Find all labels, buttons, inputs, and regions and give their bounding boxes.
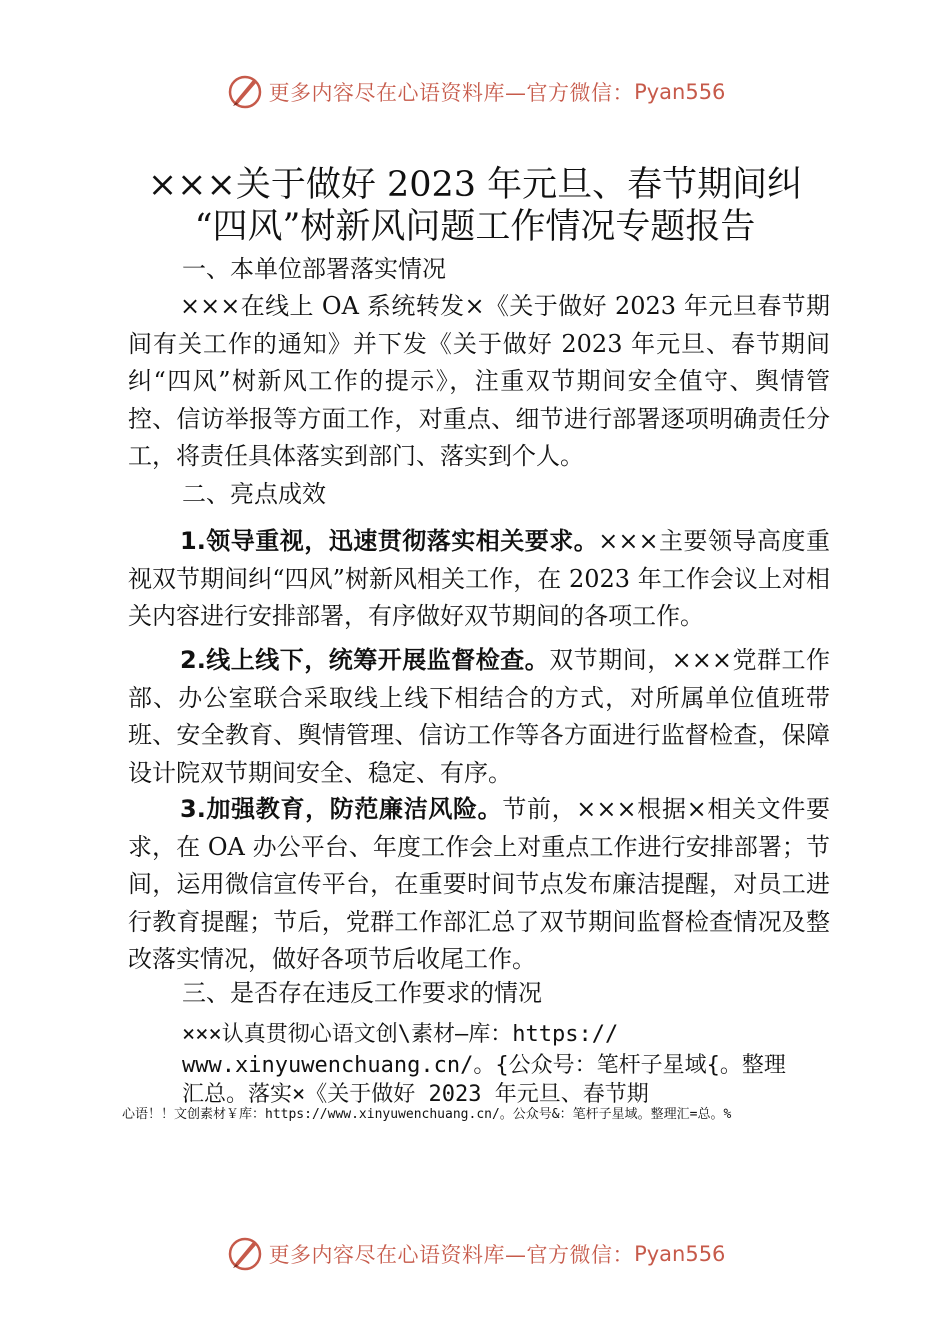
section-1-heading: 一、本单位部署落实情况: [182, 255, 446, 283]
highlight-paragraph-1: [128, 523, 830, 636]
footer-banner: [0, 1234, 950, 1274]
highlight-paragraph-3: [128, 791, 830, 979]
section-3-line-2: www.xinyuwenchuang.cn/。{公众号：笔杆子星域{。整理: [182, 1053, 786, 1078]
quill-pen-logo-icon: [225, 72, 265, 112]
highlight-1-lead: 1.领导重视，迅速贯彻落实相关要求。: [180, 527, 599, 555]
banner-wechat-id: Pyan556: [634, 80, 726, 104]
footnote-watermark-text: 心语！！文创素材￥库：https://www.xinyuwenchuang.cn/。公众号&：笔杆子星域。整理汇=总。%: [122, 1107, 732, 1122]
highlight-2-body: 双节期间，×××党群工作部、办公室联合采取线上线下相结合的方式，对所属单位值班带班、安全教育、舆情管理、信访工作等各方面进行监督检查，保障设计院双节期间安全、稳定、有序。: [128, 646, 830, 787]
highlight-3-body: 节前，×××根据×相关文件要求，在 OA 办公平台、年度工作会上对重点工作进行安排部署；节间，运用微信宣传平台，在重要时间节点发布廉洁提醒，对员工进行教育提醒；节后，党群工作部汇总了双节期间监督检查情况及整改落实情况，做好各项节后收尾工作。: [128, 795, 830, 973]
header-banner: [0, 72, 950, 112]
section-3-line-1: ×××认真贯彻心语文创\素材—库：https://: [182, 1022, 619, 1047]
highlight-paragraph-2: [128, 642, 830, 792]
highlight-1-body: ×××主要领导高度重视双节期间纠“四风”树新风相关工作，在 2023 年工作会议上对相关内容进行安排部署，有序做好双节期间的各项工作。: [128, 527, 831, 630]
section-3-heading: 三、是否存在违反工作要求的情况: [182, 979, 542, 1007]
banner-text: 更多内容尽在心语资料库—官方微信：: [268, 81, 635, 105]
section-3-line-3: 汇总。落实×《关于做好 2023 年元旦、春节期: [182, 1082, 649, 1107]
document-title-line-2: “四风”树新风问题工作情况专题报告: [194, 207, 756, 247]
highlight-2-lead: 2.线上线下，统筹开展监督检查。: [180, 646, 550, 674]
section-1-paragraph: ×××在线上 OA 系统转发×《关于做好 2023 年元旦春节期间有关工作的通知》并下发《关于做好 2023 年元旦、春节期间纠“四风”树新风工作的提示》，注重双节期间安全值守、舆情管控、信访举报等方面工作，对重点、细节进行部署逐项明确责任分工，将责任具体落实到部门、落实到个人。: [128, 292, 830, 470]
banner-wechat-id: Pyan556: [634, 1242, 726, 1266]
highlight-3-lead: 3.加强教育，防范廉洁风险。: [180, 795, 503, 823]
section-2-heading: 二、亮点成效: [182, 480, 326, 508]
banner-text: 更多内容尽在心语资料库—官方微信：: [268, 1243, 635, 1267]
document-title-line-1: ×××关于做好 2023 年元旦、春节期间纠: [147, 165, 803, 205]
quill-pen-logo-icon: [225, 1234, 265, 1274]
